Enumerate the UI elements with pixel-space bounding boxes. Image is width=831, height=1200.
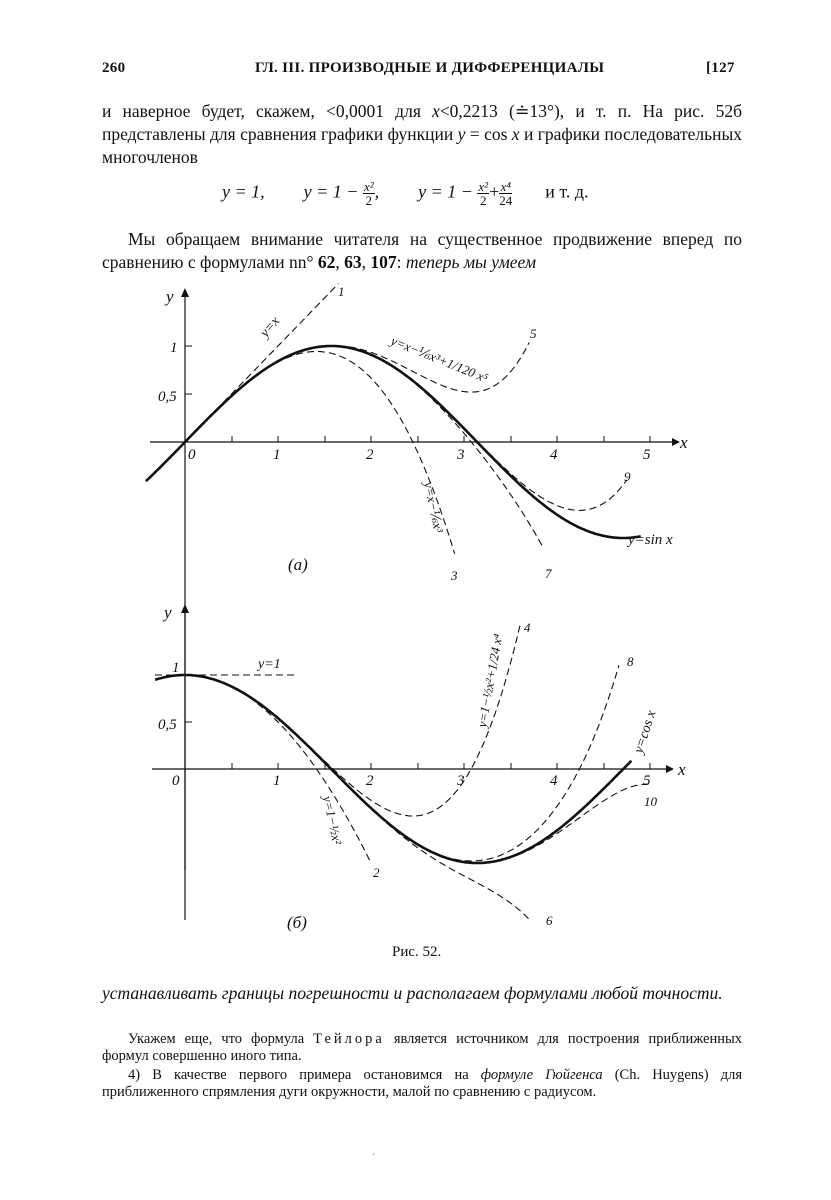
tick-x-4-a: 4 (550, 447, 558, 463)
curve-number-4: 4 (524, 620, 531, 635)
curve-b-4 (155, 623, 520, 816)
curve-number-5: 5 (530, 326, 537, 341)
curve-a-7 (185, 346, 543, 548)
caption-a: (а) (288, 555, 308, 574)
curve-number-9: 9 (624, 469, 631, 484)
y-axis-label-b: y (164, 603, 172, 622)
x-arrow-b (666, 765, 674, 773)
curve-number-8: 8 (627, 654, 634, 669)
tick-x-1-b: 1 (273, 773, 281, 789)
tick-y-1-b: 1 (172, 660, 180, 676)
tick-x-1-a: 1 (273, 447, 281, 463)
tick-y-1-a: 1 (170, 340, 178, 356)
label-y-eq-x: y=x (257, 314, 284, 341)
tick-x-4-b: 4 (550, 773, 558, 789)
x-axis-label-b: x (678, 760, 686, 779)
tick-x-3-b: 3 (457, 773, 465, 789)
label-poly-2: y=1−½x² (320, 794, 345, 846)
label-sin: y=sin x (628, 532, 673, 548)
label-poly-4: y=1−½x²+1/24 x⁴ (474, 632, 506, 729)
figure-52 (0, 280, 831, 970)
running-head: ГЛ. III. ПРОИЗВОДНЫЕ И ДИФФЕРЕНЦИАЛЫ (255, 60, 605, 76)
tick-x-2-b: 2 (366, 773, 374, 789)
caption-b: (б) (287, 913, 307, 932)
paragraph-progress: Мы обращаем внимание читателя на существенное продвижение вперед по сравнению с формулами nn° 62, 63, 107: теперь мы умеем (102, 229, 742, 272)
page-number: 260 (102, 60, 126, 76)
y-arrow-b (181, 604, 189, 613)
curve-b-6 (155, 675, 531, 922)
label-cos: y=cos x (631, 708, 660, 756)
paragraph-taylor: Укажем еще, что формула Тейлора является источником для построения приближенных формул совершенно иного типа. (102, 1031, 742, 1064)
formula-polynomials: y = 1, y = 1 − $\frac{\text{x²}}{2}$ , y = 1 − $\frac{\text{x²}}{2}$ + $\frac{\text{x⁴}}{24}$ и т. д. (222, 179, 589, 208)
tick-y-05-b: 0,5 (158, 717, 177, 733)
curve-number-2: 2 (373, 865, 380, 880)
tick-x-5-a: 5 (643, 447, 651, 463)
curve-number-7: 7 (545, 566, 552, 581)
tick-x-0-b: 0 (172, 773, 180, 789)
section-number: [127 (706, 60, 735, 76)
tick-x-3-a: 3 (457, 447, 465, 463)
tick-x-0-a: 0 (188, 447, 196, 463)
x-arrow-a (672, 438, 680, 446)
figure-caption: Рис. 52. (392, 944, 442, 960)
x-axis-label-a: x (680, 433, 688, 452)
tick-y-05-a: 0,5 (158, 389, 177, 405)
y-axis-label-a: y (166, 287, 174, 306)
label-poly-3: y=x−⅙x³ (421, 480, 447, 534)
paragraph-italic: устанавливать границы погрешности и располагаем формулами любой точности. (102, 983, 723, 1003)
curve-number-10: 10 (644, 794, 657, 809)
label-y-eq-1: y=1 (258, 657, 281, 672)
tick-x-2-a: 2 (366, 447, 374, 463)
paragraph-huygens: 4) В качестве первого примера остановимся на формуле Гюйгенса (Ch. Huygens) для приближенного спрямления дуги окружности, малой по сравнению с радиусом. (102, 1067, 742, 1100)
curve-number-3: 3 (451, 568, 458, 583)
paragraph-intro: и наверное будет, скажем, <0,0001 для x<0,2213 (≐13°), и т. п. На рис. 52б представлены для сравнения графики функции y = cos x и графики последовательных многочленов (102, 101, 742, 167)
curve-number-6: 6 (546, 913, 553, 928)
y-arrow-a (181, 288, 189, 297)
stray-mark: . (372, 1144, 375, 1158)
figure-a (146, 284, 688, 870)
label-poly-5: y=x−⅙x³+1/120 x⁵ (388, 332, 491, 386)
tick-x-5-b: 5 (643, 773, 651, 789)
curve-b-8 (155, 665, 619, 861)
curve-number-1: 1 (338, 284, 345, 299)
figure-b (152, 603, 686, 932)
